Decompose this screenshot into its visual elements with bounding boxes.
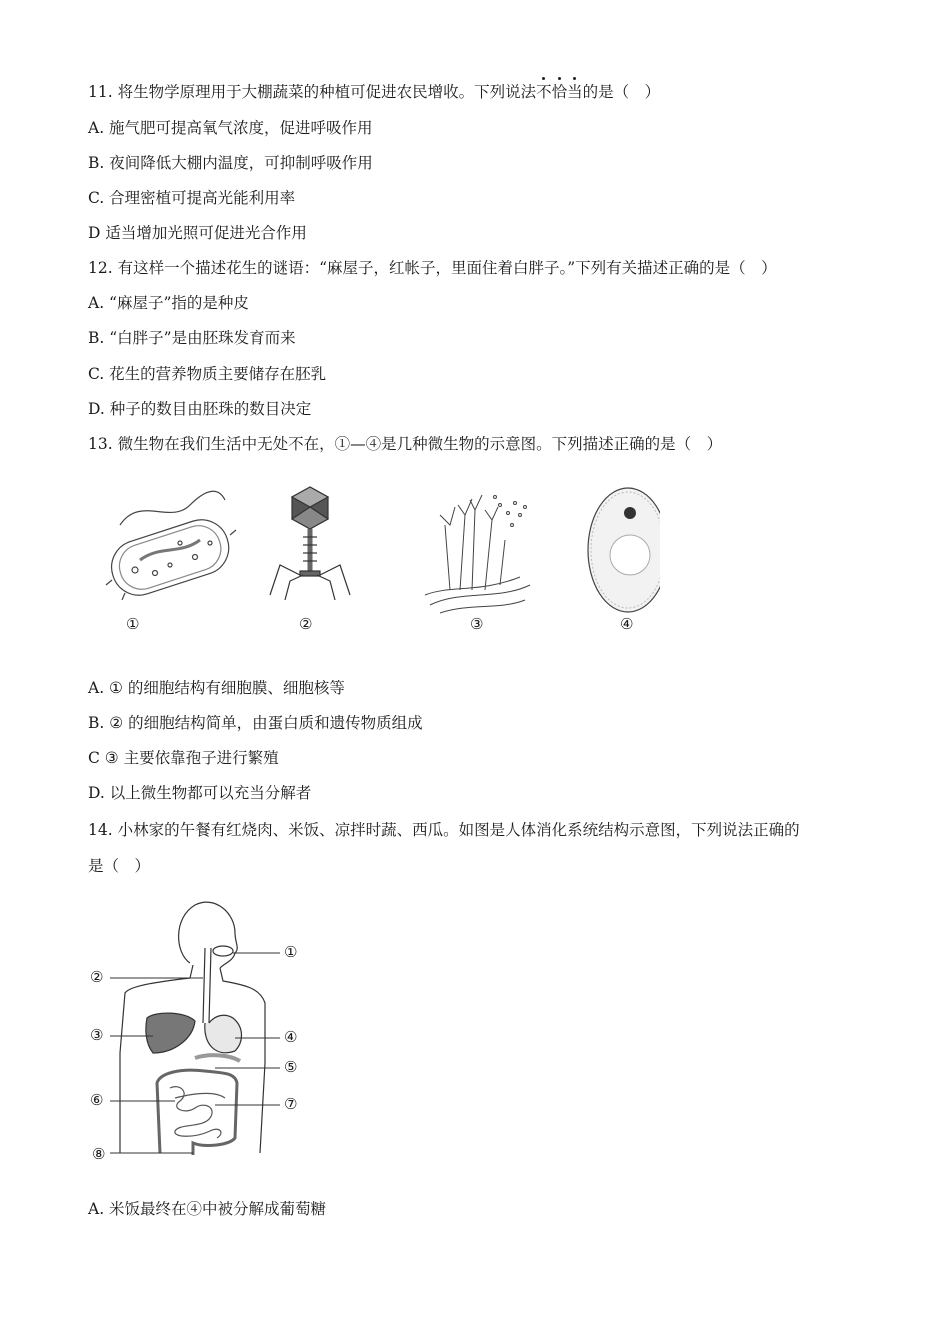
organ-label-3: ③ — [90, 1026, 104, 1044]
bacterium-illustration — [105, 491, 236, 602]
q14-option-a: A. 米饭最终在④中被分解成葡萄糖 — [88, 1200, 327, 1218]
organ-label-1: ① — [284, 943, 298, 961]
q11-option-d: D 适当增加光照可促进光合作用 — [88, 224, 307, 242]
digestive-system-figure — [85, 893, 315, 1173]
q12-option-d: D. 种子的数目由胚珠的数目决定 — [88, 400, 312, 418]
organ-label-5: ⑤ — [284, 1058, 298, 1076]
q12-option-a: A. “麻屋子”指的是种皮 — [88, 294, 249, 312]
fig-label-3: ③ — [470, 615, 484, 633]
q12-stem: 12. 有这样一个描述花生的谜语：“麻屋子，红帐子，里面住着白胖子。”下列有关描述正确的是（ ） — [88, 259, 777, 277]
q12-option-b: B. “白胖子”是由胚珠发育而来 — [88, 329, 296, 347]
organ-label-7: ⑦ — [284, 1095, 298, 1113]
emphasis-char: 恰 — [551, 83, 568, 101]
microorganism-figure — [100, 485, 660, 635]
q13-option-a: A. ① 的细胞结构有细胞膜、细胞核等 — [88, 679, 345, 697]
organ-label-2: ② — [90, 968, 104, 986]
emphasis-char: 不 — [536, 83, 552, 101]
organ-label-6: ⑥ — [90, 1091, 104, 1109]
q11-stem: 11. 将生物学原理用于大棚蔬菜的种植可促进农民增收。下列说法不恰当的是（ ） — [88, 83, 661, 101]
mold-illustration — [425, 495, 530, 613]
q13-option-c: C ③ 主要依靠孢子进行繁殖 — [88, 749, 279, 767]
q11-option-b: B. 夜间降低大棚内温度，可抑制呼吸作用 — [88, 154, 373, 172]
emphasis-char: 当 — [567, 83, 583, 101]
organ-label-8: ⑧ — [92, 1145, 106, 1163]
q13-option-b: B. ② 的细胞结构简单，由蛋白质和遗传物质组成 — [88, 714, 423, 732]
q13-stem: 13. 微生物在我们生活中无处不在，①—④是几种微生物的示意图。下列描述正确的是（ ） — [88, 435, 723, 453]
fig-label-2: ② — [299, 615, 313, 633]
organ-label-4: ④ — [284, 1028, 298, 1046]
virus-illustration — [270, 487, 350, 600]
q14-stem-line2: 是（ ） — [88, 857, 151, 875]
q14-stem-line1: 14. 小林家的午餐有红烧肉、米饭、凉拌时蔬、西瓜。如图是人体消化系统结构示意图，下列说法正确的 — [88, 821, 800, 839]
q13-option-d: D. 以上微生物都可以充当分解者 — [88, 784, 312, 802]
yeast-illustration — [588, 488, 660, 612]
fig-label-1: ① — [126, 615, 140, 633]
q11-option-c: C. 合理密植可提高光能利用率 — [88, 189, 296, 207]
q11-option-a: A. 施气肥可提高氧气浓度，促进呼吸作用 — [88, 119, 373, 137]
fig-label-4: ④ — [620, 615, 634, 633]
q12-option-c: C. 花生的营养物质主要储存在胚乳 — [88, 365, 327, 383]
